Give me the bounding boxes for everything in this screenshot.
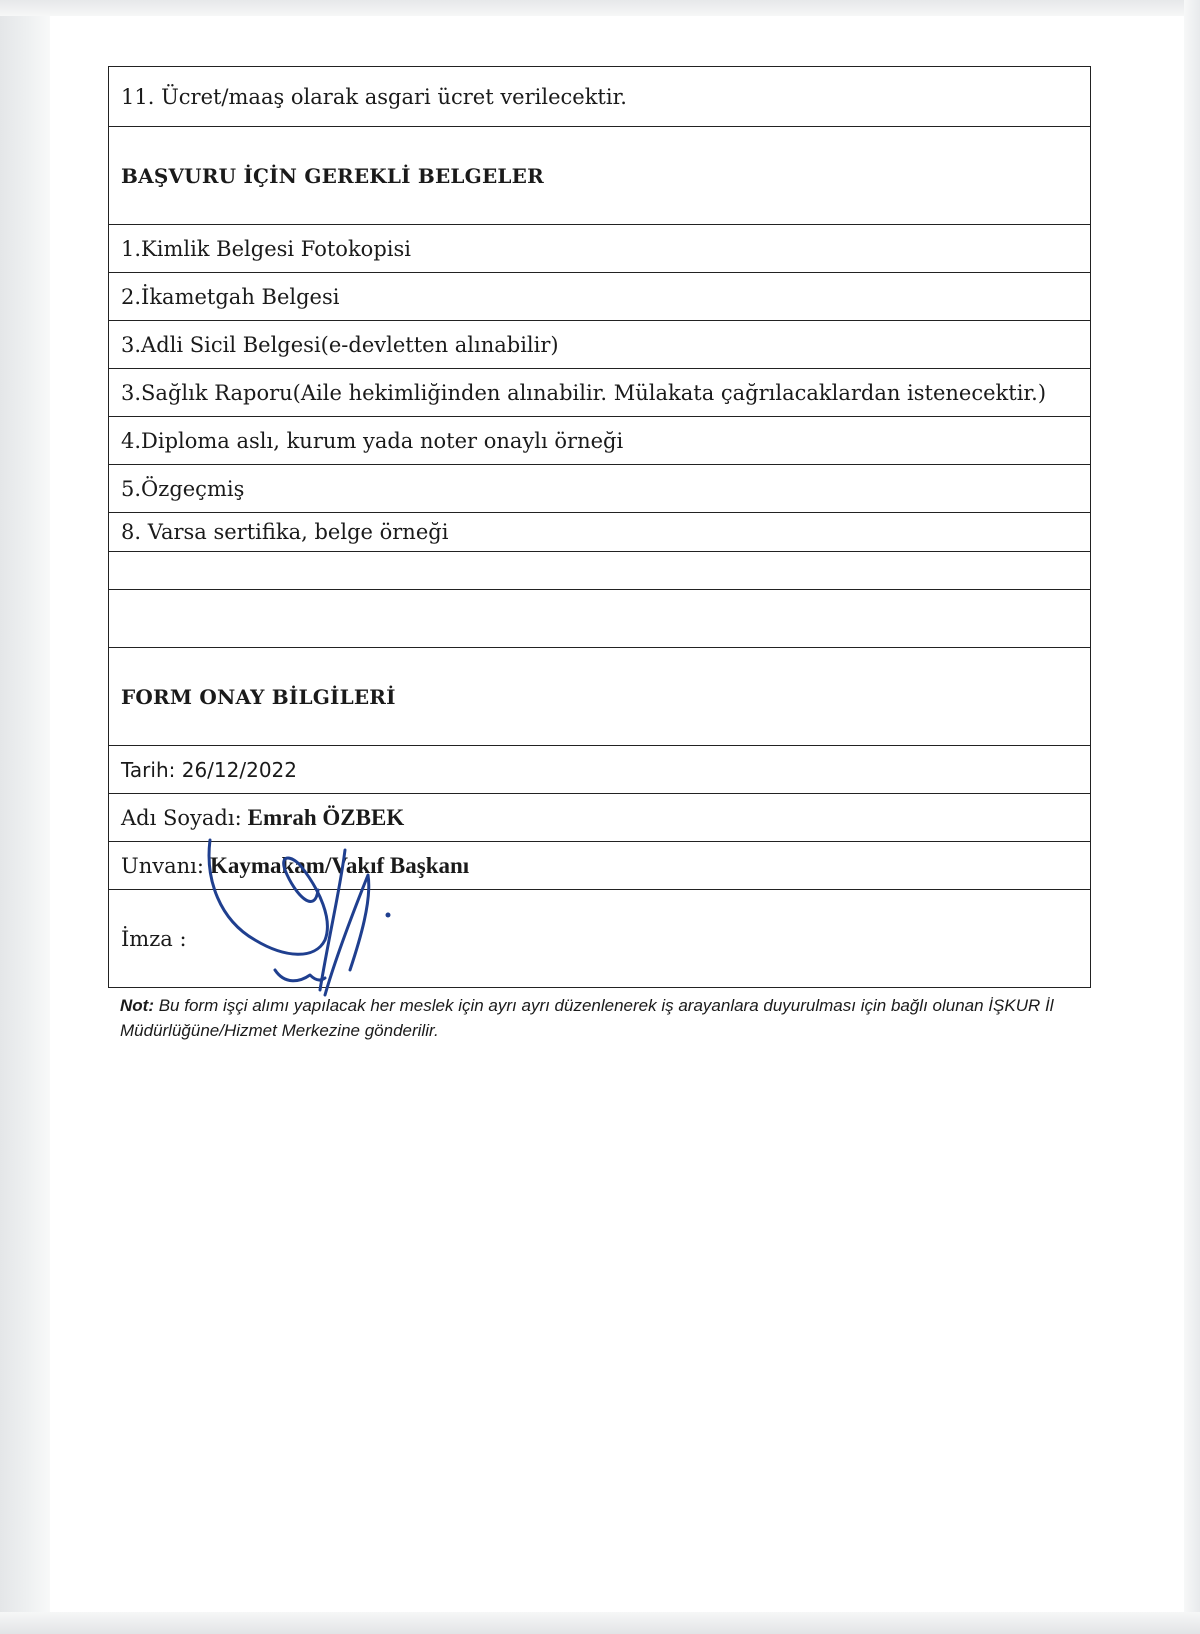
document-row: [109, 464, 1090, 512]
signature-row: [109, 889, 1090, 987]
title-label: Unvanı:: [121, 853, 204, 878]
name-row: [109, 793, 1090, 841]
wage-text: 11. Ücret/maaş olarak asgari ücret verilecektir.: [121, 84, 627, 109]
scan-edge-bottom: [0, 1612, 1200, 1634]
scan-edge-left: [0, 0, 50, 1634]
footnote-text: Bu form işçi alımı yapılacak her meslek için ayrı ayrı düzenlenerek iş arayanlara duyurulması için bağlı olunan İŞKUR İl Müdürlüğüne/Hizmet Merkezine gönderilir.: [120, 996, 1054, 1040]
form-table: [108, 66, 1091, 988]
document-item: 8. Varsa sertifika, belge örneği: [121, 520, 449, 544]
name-label: Adı Soyadı:: [121, 805, 242, 830]
document-item: 1.Kimlik Belgesi Fotokopisi: [121, 236, 411, 261]
document-item: 4.Diploma aslı, kurum yada noter onaylı örneği: [121, 428, 624, 453]
document-row: [109, 320, 1090, 368]
empty-row: [109, 589, 1090, 647]
scan-edge-top: [0, 0, 1200, 16]
document-item: 5.Özgeçmiş: [121, 476, 245, 501]
name-value: Emrah ÖZBEK: [247, 804, 405, 830]
document-row: [109, 224, 1090, 272]
document-row: [109, 416, 1090, 464]
empty-row: [109, 551, 1090, 589]
wage-row: [109, 67, 1090, 126]
date-text: Tarih: 26/12/2022: [121, 757, 297, 782]
signature-label: İmza :: [121, 926, 187, 951]
document-item: 2.İkametgah Belgesi: [121, 284, 340, 309]
document-item: 3.Sağlık Raporu(Aile hekimliğinden alınabilir. Mülakata çağrılacaklardan istenecektir.): [121, 380, 1047, 405]
footnote-label: Not:: [120, 996, 154, 1015]
footnote: [120, 993, 1100, 1043]
document-row: [109, 512, 1090, 551]
document-row: [109, 272, 1090, 320]
date-row: [109, 745, 1090, 793]
scan-edge-right: [1184, 0, 1200, 1634]
document-item: 3.Adli Sicil Belgesi(e-devletten alınabilir): [121, 332, 559, 357]
approval-heading: FORM ONAY BİLGİLERİ: [121, 684, 396, 709]
title-row: [109, 841, 1090, 889]
documents-heading-row: [109, 126, 1090, 224]
title-value: Kaymakam/Vakıf Başkanı: [209, 852, 470, 878]
document-row: [109, 368, 1090, 416]
documents-heading: BAŞVURU İÇİN GEREKLİ BELGELER: [121, 163, 544, 188]
approval-heading-row: [109, 647, 1090, 745]
